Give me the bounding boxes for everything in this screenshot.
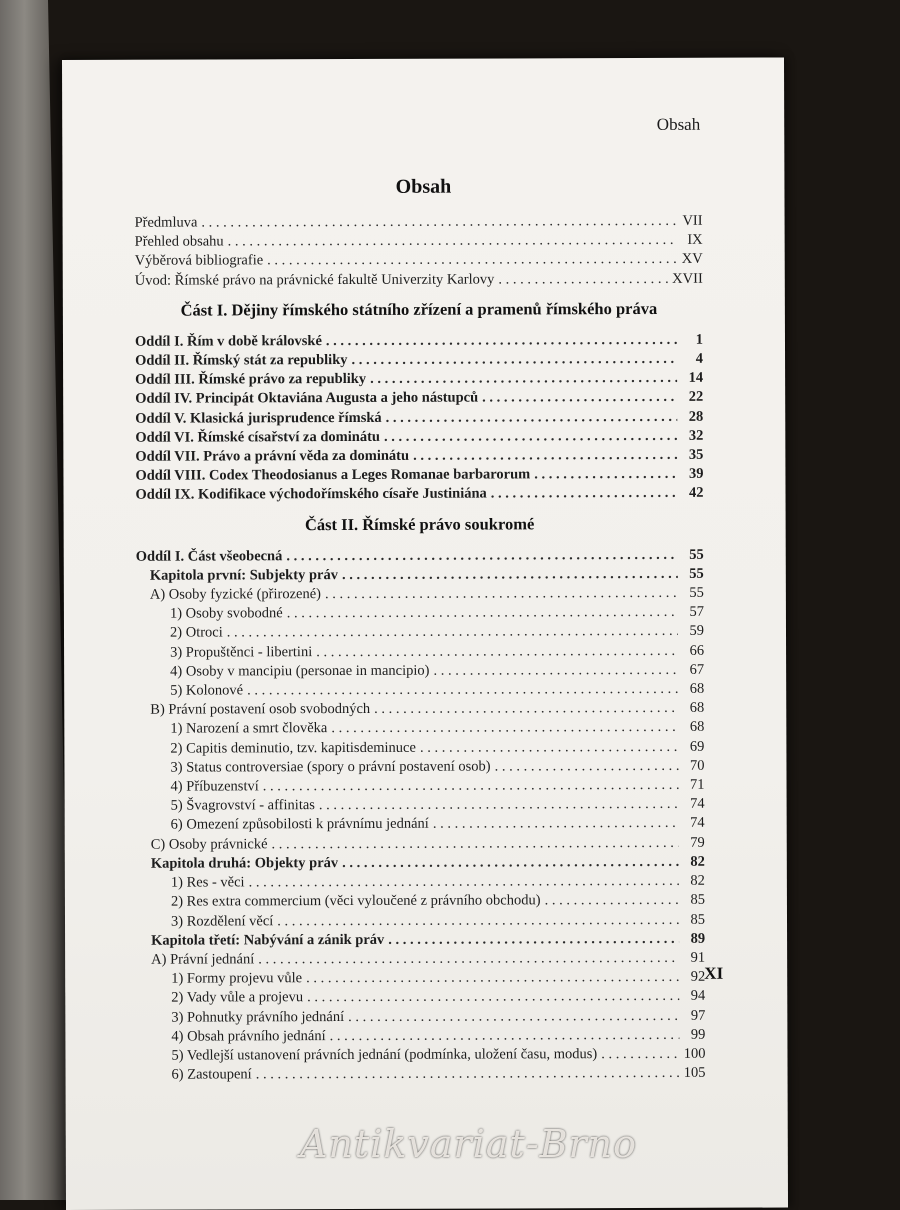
toc-entry-item: 6) Zastoupení . . . 105 xyxy=(138,1064,706,1085)
running-header: Obsah xyxy=(656,114,701,134)
toc-entry-item: 6) Omezení způsobilosti k právnímu jednání . . . 74 xyxy=(137,814,705,835)
toc-title: Obsah xyxy=(395,175,452,198)
toc-entry-item: 4) Příbuzenství . . . 71 xyxy=(137,776,705,797)
toc-entry-item: 3) Status controversiae (spory o právní postavení osob) . . . 70 xyxy=(136,757,704,778)
toc-entry-item: 2) Vady vůle a projevu . . . 94 xyxy=(137,987,705,1008)
toc-list xyxy=(135,212,706,1085)
previous-page-edge xyxy=(0,0,70,1200)
toc-entry-item: 3) Pohnutky právního jednání . . . 97 xyxy=(137,1006,705,1027)
toc-entry-section: Oddíl V. Klasická jurisprudence římská . . . 28 xyxy=(135,407,703,428)
toc-entry-section: Oddíl VII. Právo a právní věda za dominátu . . . 35 xyxy=(135,446,703,467)
toc-entry-subsection: B) Právní postavení osob svobodných . . . 68 xyxy=(136,699,704,720)
toc-entry-section: Oddíl III. Římské právo za republiky . . . 14 xyxy=(135,369,703,390)
toc-entry-item: 3) Rozdělení věcí . . . 85 xyxy=(137,910,705,931)
toc-entry-front: Předmluva . . . VII xyxy=(135,212,703,233)
toc-entry-item: 2) Res extra commercium (věci vyloučené z právního obchodu) . . . 85 xyxy=(137,891,705,912)
toc-entry-subsection: C) Osoby právnické . . . 79 xyxy=(137,833,705,854)
toc-entry-section: Oddíl II. Římský stát za republiky . . . 4 xyxy=(135,350,703,371)
toc-entry-subsection: A) Právní jednání . . . 91 xyxy=(137,949,705,970)
toc-entry-item: 2) Otroci . . . 59 xyxy=(136,622,704,643)
toc-entry-section: Oddíl I. Část všeobecná . . . 55 xyxy=(136,545,704,566)
page-number: XI xyxy=(704,963,724,983)
toc-entry-item: 1) Res - věci . . . 82 xyxy=(137,872,705,893)
toc-entry-item: 4) Obsah právního jednání . . . 99 xyxy=(137,1025,705,1046)
book-page xyxy=(62,57,788,1210)
toc-entry-front: Přehled obsahu . . . IX xyxy=(135,231,703,252)
toc-entry-section: Oddíl IV. Principát Oktaviána Augusta a jeho nástupců . . . 22 xyxy=(135,388,703,409)
part-heading-2: Část II. Římské právo soukromé xyxy=(304,513,535,534)
toc-entry-item: 5) Švagrovství - affinitas . . . 74 xyxy=(137,795,705,816)
toc-entry-item: 5) Vedlejší ustanovení právních jednání (podmínka, uložení času, modus) . . . 100 xyxy=(137,1045,705,1066)
toc-entry-subsection: A) Osoby fyzické (přirozené) . . . 55 xyxy=(136,584,704,605)
watermark: Antikvariat-Brno xyxy=(300,1122,638,1166)
toc-entry-item: 1) Formy projevu vůle . . . 92 xyxy=(137,968,705,989)
toc-entry-section: Oddíl IX. Kodifikace východořímského císaře Justiniána . . . 42 xyxy=(135,484,703,505)
part-heading-1: Část I. Dějiny římského státního zřízení a pramenů římského práva xyxy=(180,298,658,320)
toc-entry-chapter: Kapitola první: Subjekty práv . . . 55 xyxy=(136,565,704,586)
toc-entry-chapter: Kapitola druhá: Objekty práv . . . 82 xyxy=(137,853,705,874)
toc-entry-item: 5) Kolonové . . . 68 xyxy=(136,680,704,701)
toc-entry-section: Oddíl VIII. Codex Theodosianus a Leges Romanae barbarorum . . . 39 xyxy=(135,465,703,486)
toc-entry-section: Oddíl I. Řím v době královské . . . 1 xyxy=(135,331,703,352)
toc-entry-section: Oddíl VI. Římské císařství za dominátu . . . 32 xyxy=(135,427,703,448)
toc-entry-item: 3) Propuštěnci - libertini . . . 66 xyxy=(136,641,704,662)
toc-entry-item: 1) Osoby svobodné . . . 57 xyxy=(136,603,704,624)
toc-entry-front: Výběrová bibliografie . . . XV xyxy=(135,250,703,271)
toc-entry-item: 2) Capitis deminutio, tzv. kapitisdeminuce . . . 69 xyxy=(136,737,704,758)
toc-entry-chapter: Kapitola třetí: Nabývání a zánik práv . . . 89 xyxy=(137,929,705,950)
toc-entry-item: 1) Narození a smrt člověka . . . 68 xyxy=(136,718,704,739)
toc-entry-item: 4) Osoby v mancipiu (personae in mancipio) . . . 67 xyxy=(136,661,704,682)
toc-entry-front: Úvod: Římské právo na právnické fakultě Univerzity Karlovy . . . XVII xyxy=(135,269,703,290)
